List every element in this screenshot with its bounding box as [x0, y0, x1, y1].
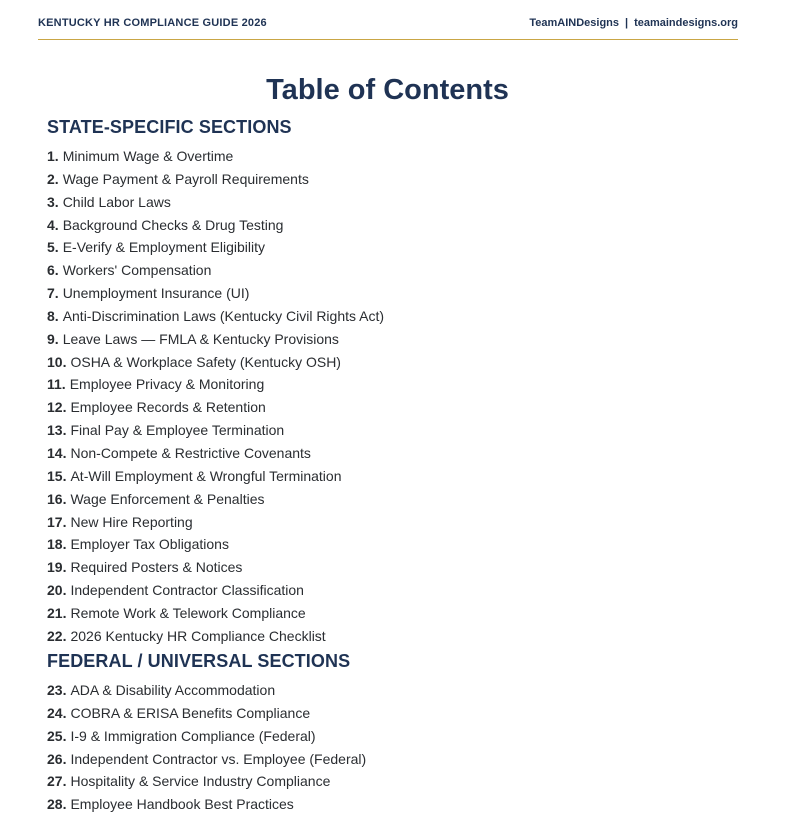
toc-entry-label: Final Pay & Employee Termination — [70, 422, 285, 439]
toc-entry-number: 3. — [47, 193, 59, 210]
toc-entry-number: 8. — [47, 307, 59, 324]
section-heading-federal: FEDERAL / UNIVERSAL SECTIONS — [47, 651, 351, 671]
toc-list-federal — [47, 681, 366, 818]
toc-entry-number: 23. — [47, 682, 67, 698]
toc-entry[interactable] — [47, 581, 384, 604]
toc-entry[interactable] — [47, 750, 366, 773]
toc-entry-number: 1. — [47, 148, 59, 164]
toc-entry[interactable] — [47, 330, 384, 353]
toc-entry-label: ADA & Disability Accommodation — [70, 682, 276, 698]
toc-entry-label: Anti-Discrimination Laws (Kentucky Civil Rights Act) — [62, 307, 385, 324]
toc-entry[interactable] — [47, 238, 384, 261]
toc-entry-number: 11. — [47, 376, 66, 393]
toc-entry-label: Employee Privacy & Monitoring — [69, 376, 265, 393]
toc-entry-label: Workers' Compensation — [62, 262, 212, 279]
toc-entry[interactable] — [47, 558, 384, 581]
toc-entry[interactable] — [47, 727, 366, 750]
brand-name: TeamAINDesigns — [529, 17, 619, 29]
page-title: Table of Contents — [266, 74, 509, 106]
toc-entry-label: New Hire Reporting — [70, 513, 193, 530]
toc-entry-label: E-Verify & Employment Eligibility — [62, 239, 265, 256]
header-separator: | — [625, 17, 629, 29]
toc-entry-label: Wage Enforcement & Penalties — [70, 490, 265, 507]
toc-list-state — [47, 147, 384, 650]
toc-entry-label: At-Will Employment & Wrongful Termination — [70, 467, 342, 484]
toc-entry-label: Required Posters & Notices — [70, 559, 243, 576]
toc-entry-label: 2026 Kentucky HR Compliance Checklist — [70, 627, 326, 644]
toc-entry-label: Remote Work & Telework Compliance — [70, 604, 306, 621]
toc-entry-label: Independent Contractor Classification — [70, 582, 304, 599]
toc-entry-label: Employee Records & Retention — [70, 399, 266, 416]
toc-entry-number: 27. — [47, 773, 67, 790]
toc-entry[interactable] — [47, 193, 384, 216]
toc-entry[interactable] — [47, 261, 384, 284]
toc-entry-number: 12. — [47, 399, 67, 416]
toc-entry-number: 15. — [47, 467, 67, 484]
toc-entry-label: Hospitality & Service Industry Compliance — [70, 773, 331, 790]
toc-entry-number: 2. — [47, 170, 59, 187]
toc-entry-number: 6. — [47, 262, 59, 279]
section-heading-state: STATE-SPECIFIC SECTIONS — [47, 117, 292, 137]
toc-entry-label: Child Labor Laws — [62, 193, 171, 210]
toc-entry-label: Minimum Wage & Overtime — [62, 148, 234, 164]
toc-entry[interactable] — [47, 467, 384, 490]
toc-entry[interactable] — [47, 216, 384, 239]
document-title: KENTUCKY HR COMPLIANCE GUIDE 2026 — [38, 17, 267, 29]
toc-entry-label: Background Checks & Drug Testing — [62, 216, 284, 233]
toc-entry[interactable] — [47, 353, 384, 376]
toc-entry-label: Wage Payment & Payroll Requirements — [62, 170, 309, 187]
toc-entry-number: 19. — [47, 559, 67, 576]
toc-entry-label: COBRA & ERISA Benefits Compliance — [70, 704, 311, 721]
toc-entry-number: 4. — [47, 216, 59, 233]
toc-entry-number: 17. — [47, 513, 67, 530]
toc-entry-number: 21. — [47, 604, 67, 621]
toc-entry[interactable] — [47, 375, 384, 398]
toc-entry[interactable] — [47, 421, 384, 444]
header-brand-block — [529, 17, 738, 29]
toc-entry-number: 22. — [47, 627, 67, 644]
toc-entry[interactable] — [47, 627, 384, 650]
toc-entry-number: 14. — [47, 444, 67, 461]
toc-entry-number: 26. — [47, 750, 67, 767]
toc-entry-number: 5. — [47, 239, 59, 256]
toc-entry-label: OSHA & Workplace Safety (Kentucky OSH) — [70, 353, 341, 370]
toc-entry-label: Non-Compete & Restrictive Covenants — [70, 444, 311, 461]
toc-entry-number: 13. — [47, 422, 67, 439]
toc-entry-label: Leave Laws — FMLA & Kentucky Provisions — [62, 330, 339, 347]
toc-entry[interactable] — [47, 490, 384, 513]
page-header — [38, 0, 738, 40]
toc-entry[interactable] — [47, 535, 384, 558]
toc-entry[interactable] — [47, 604, 384, 627]
toc-entry-number: 24. — [47, 704, 67, 721]
toc-entry-number: 25. — [47, 727, 67, 744]
toc-entry-label: Employer Tax Obligations — [70, 536, 229, 553]
toc-entry[interactable] — [47, 513, 384, 536]
toc-entry[interactable] — [47, 147, 384, 170]
website-link[interactable]: teamaindesigns.org — [634, 17, 738, 29]
toc-entry-number: 20. — [47, 582, 67, 599]
toc-entry-number: 7. — [47, 285, 59, 302]
toc-entry-number: 9. — [47, 330, 59, 347]
toc-entry[interactable] — [47, 307, 384, 330]
toc-entry[interactable] — [47, 681, 366, 704]
toc-entry[interactable] — [47, 170, 384, 193]
toc-entry-number: 10. — [47, 353, 67, 370]
toc-entry[interactable] — [47, 704, 366, 727]
toc-entry-number: 18. — [47, 536, 67, 553]
toc-entry-label: Employee Handbook Best Practices — [70, 796, 294, 813]
toc-entry[interactable] — [47, 795, 366, 818]
toc-entry[interactable] — [47, 284, 384, 307]
toc-entry-label: Independent Contractor vs. Employee (Federal) — [70, 750, 367, 767]
toc-entry[interactable] — [47, 444, 384, 467]
toc-entry[interactable] — [47, 772, 366, 795]
toc-entry-label: I-9 & Immigration Compliance (Federal) — [70, 727, 316, 744]
toc-entry[interactable] — [47, 398, 384, 421]
toc-entry-number: 28. — [47, 796, 67, 813]
toc-entry-label: Unemployment Insurance (UI) — [62, 285, 250, 302]
toc-entry-number: 16. — [47, 490, 67, 507]
